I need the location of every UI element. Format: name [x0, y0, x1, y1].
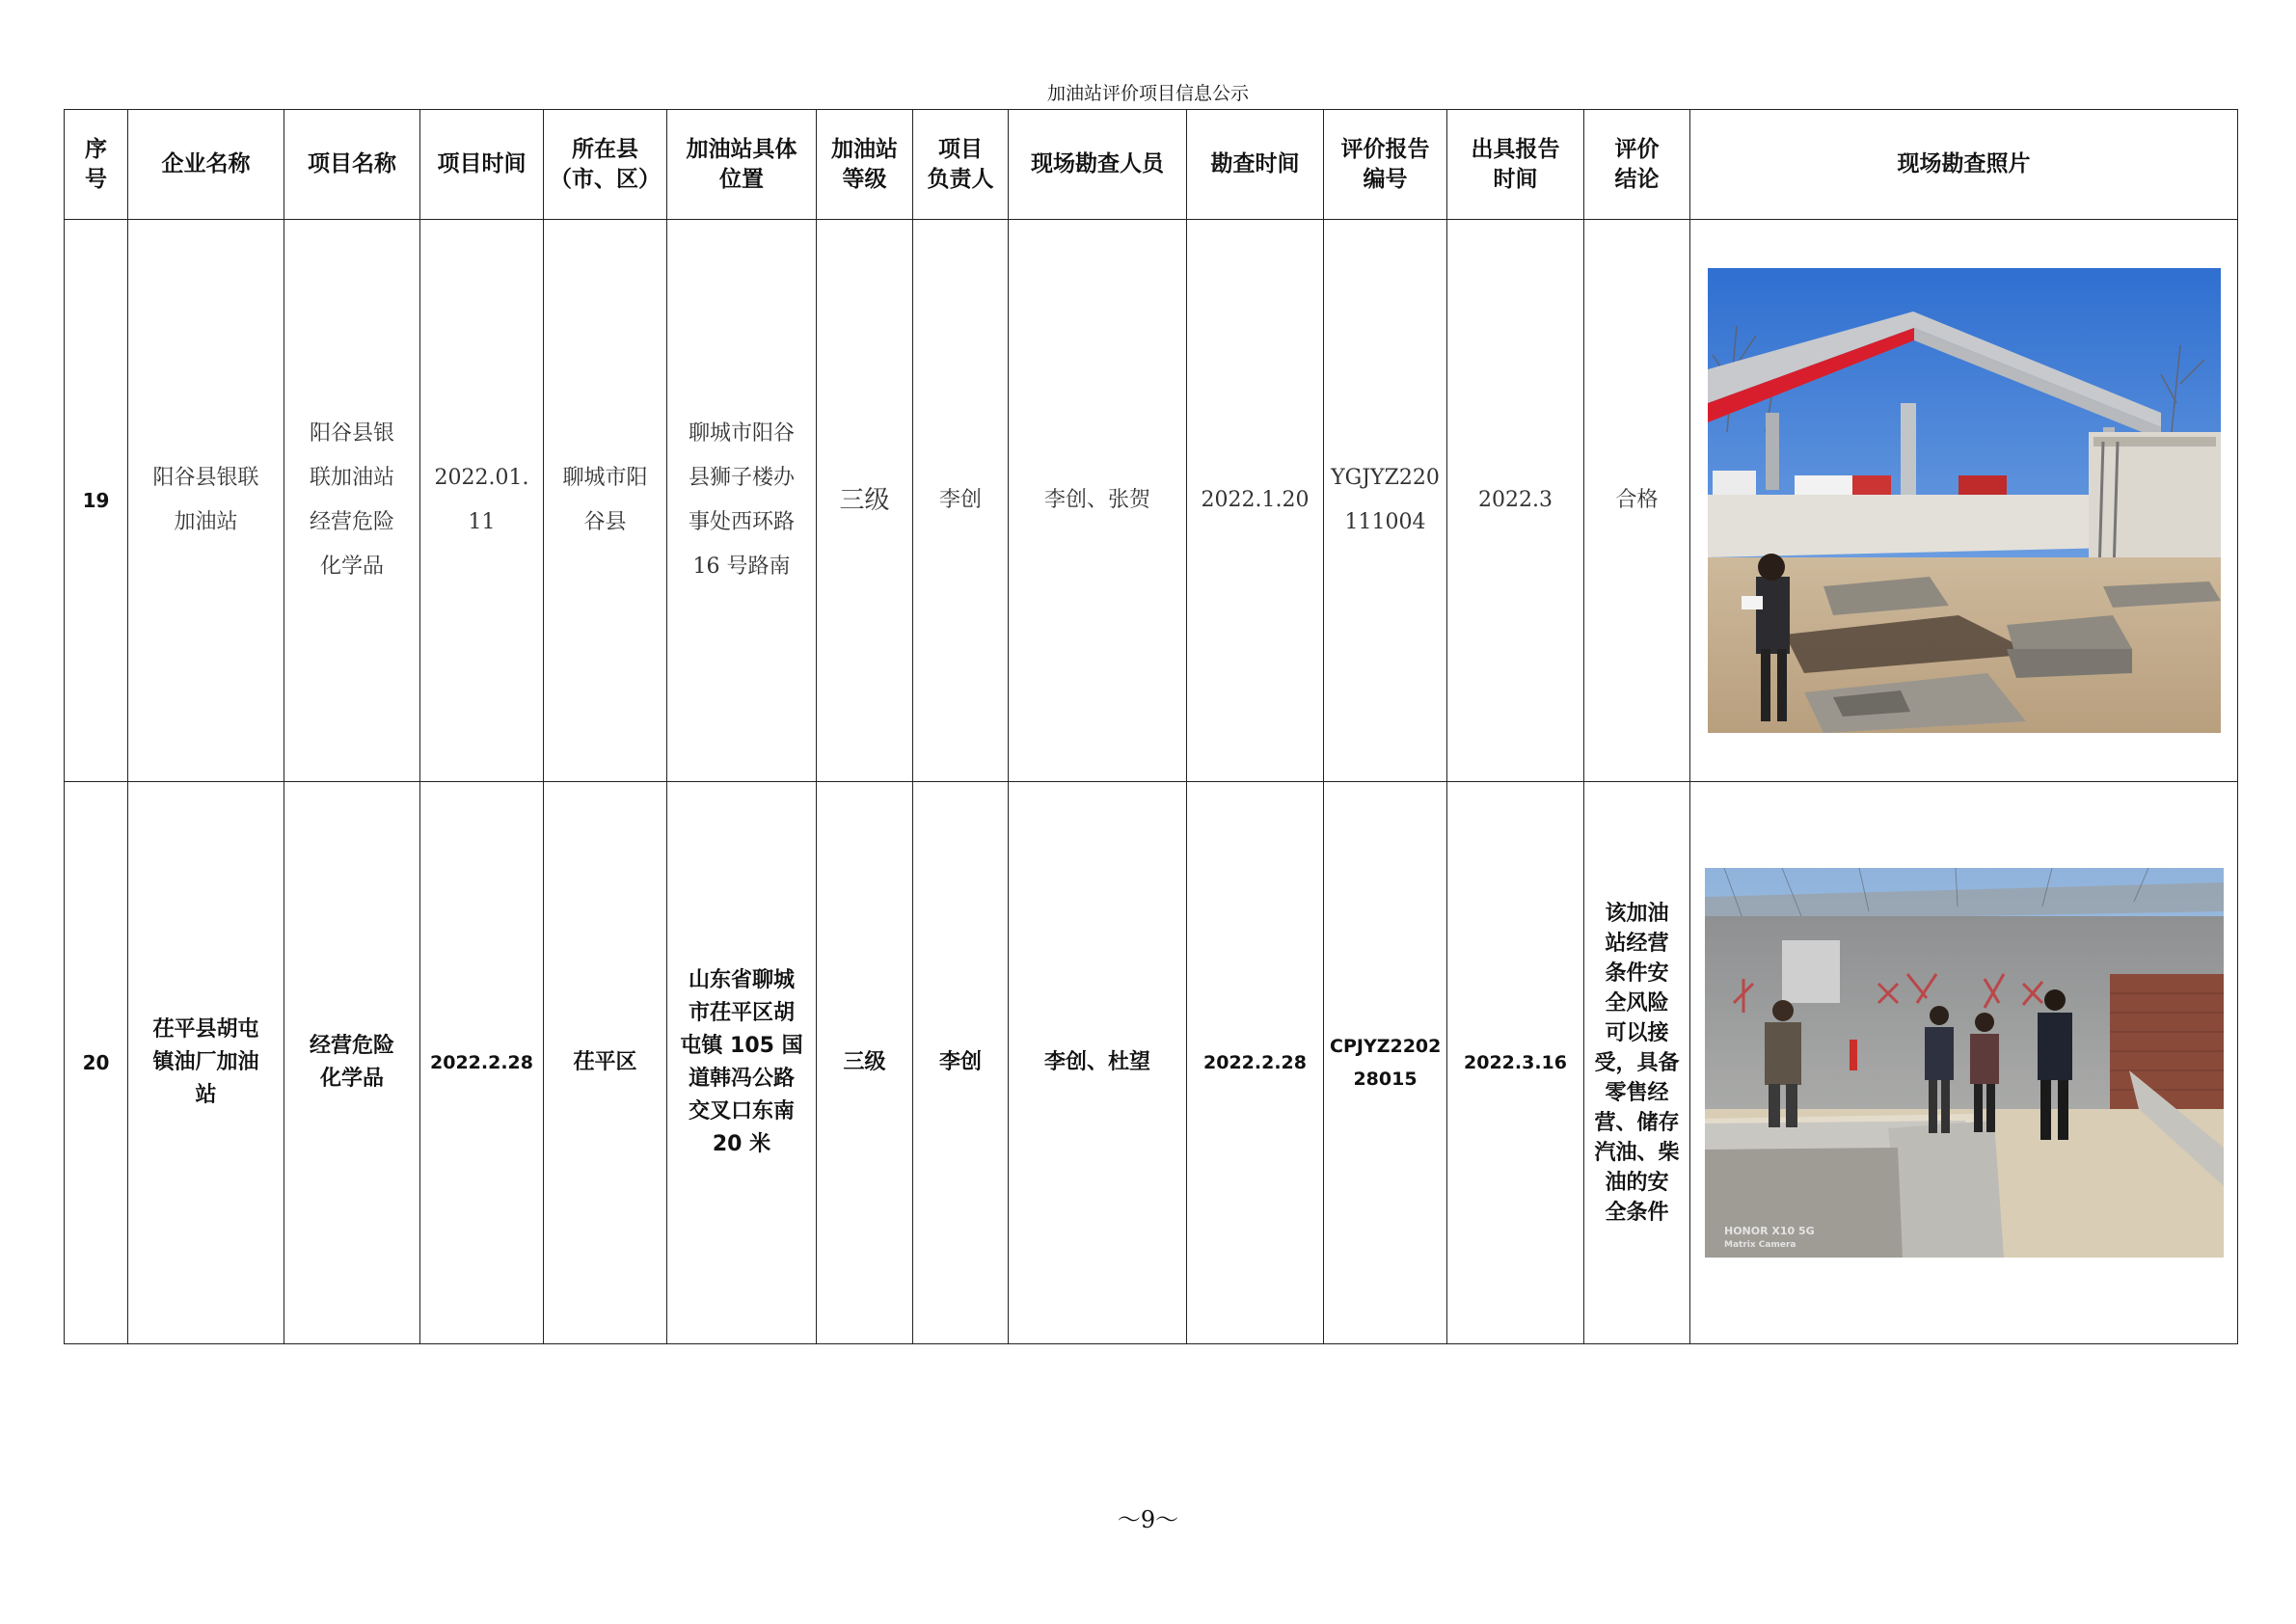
- cell-conclusion: 合格: [1584, 220, 1690, 782]
- cell-photo: [1690, 220, 2238, 782]
- header-lead: 项目 负责人: [913, 110, 1009, 220]
- cell-project: 经营危险 化学品: [284, 782, 420, 1344]
- header-company: 企业名称: [128, 110, 284, 220]
- cell-county: 茌平区: [544, 782, 667, 1344]
- cell-location: 聊城市阳谷 县狮子楼办 事处西环路 16 号路南: [667, 220, 817, 782]
- cell-report-no: YGJYZ220 111004: [1324, 220, 1447, 782]
- header-grade: 加油站 等级: [817, 110, 913, 220]
- cell-county: 聊城市阳 谷县: [544, 220, 667, 782]
- cell-photo: [1690, 782, 2238, 1344]
- cell-inspectors: 李创、杜望: [1009, 782, 1187, 1344]
- cell-seq: 19: [65, 220, 128, 782]
- cell-conclusion: 该加油 站经营 条件安 全风险 可以接 受，具备 零售经 营、储存 汽油、柴 油的安 全条件: [1584, 782, 1690, 1344]
- cell-seq: 20: [65, 782, 128, 1344]
- header-report-time: 出具报告 时间: [1447, 110, 1584, 220]
- header-location: 加油站具体 位置: [667, 110, 817, 220]
- header-project: 项目名称: [284, 110, 420, 220]
- cell-grade: 三级: [817, 782, 913, 1344]
- header-photo: 现场勘查照片: [1690, 110, 2238, 220]
- header-county: 所在县 （市、区）: [544, 110, 667, 220]
- table-row: [65, 782, 2238, 1344]
- cell-project-time: 2022.2.28: [420, 782, 544, 1344]
- cell-company: 阳谷县银联 加油站: [128, 220, 284, 782]
- header-conclusion: 评价 结论: [1584, 110, 1690, 220]
- header-inspect-time: 勘查时间: [1187, 110, 1324, 220]
- header-report-no: 评价报告 编号: [1324, 110, 1447, 220]
- cell-report-time: 2022.3.16: [1447, 782, 1584, 1344]
- photo-watermark: HONOR X10 5G: [1723, 1225, 1815, 1237]
- cell-project: 阳谷县银 联加油站 经营危险 化学品: [284, 220, 420, 782]
- site-photo-inspection-team: [1705, 868, 2224, 1258]
- table-header-row: [65, 110, 2238, 220]
- site-photo-gas-station: [1708, 268, 2221, 733]
- cell-report-time: 2022.3: [1447, 220, 1584, 782]
- header-project-time: 项目时间: [420, 110, 544, 220]
- cell-location: 山东省聊城 市茌平区胡 屯镇 105 国 道韩冯公路 交叉口东南 20 米: [667, 782, 817, 1344]
- project-info-table: [64, 109, 2238, 1344]
- table-row: [65, 220, 2238, 782]
- document-title: 加油站评价项目信息公示: [1046, 84, 1249, 104]
- cell-report-no: CPJYZ2202 28015: [1324, 782, 1447, 1344]
- cell-lead: 李创: [913, 782, 1009, 1344]
- cell-inspect-time: 2022.1.20: [1187, 220, 1324, 782]
- cell-lead: 李创: [913, 220, 1009, 782]
- cell-grade: 三级: [817, 220, 913, 782]
- photo-watermark-sub: Matrix Camera: [1723, 1240, 1796, 1250]
- header-inspectors: 现场勘查人员: [1009, 110, 1187, 220]
- cell-company: 茌平县胡屯 镇油厂加油 站: [128, 782, 284, 1344]
- page-number: ～9～: [1117, 1506, 1179, 1533]
- cell-inspectors: 李创、张贺: [1009, 220, 1187, 782]
- cell-inspect-time: 2022.2.28: [1187, 782, 1324, 1344]
- cell-project-time: 2022.01. 11: [420, 220, 544, 782]
- header-seq: 序 号: [65, 110, 128, 220]
